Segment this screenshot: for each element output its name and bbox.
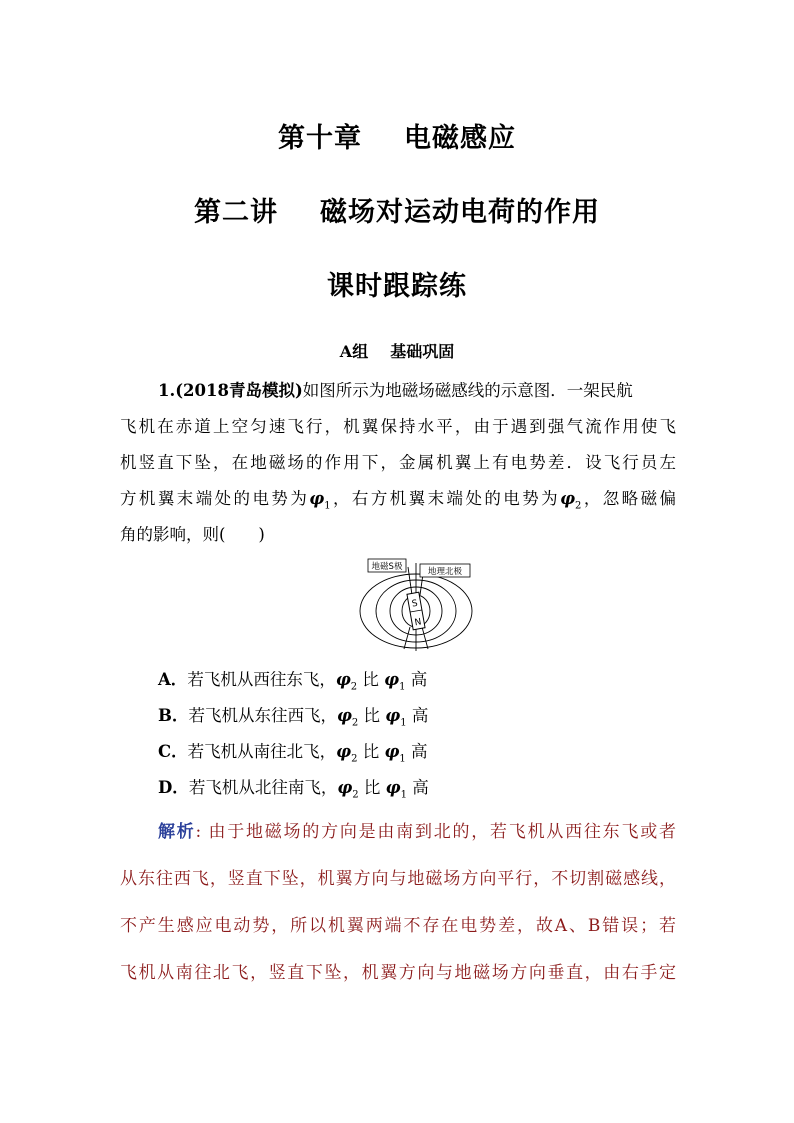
magnet-pole-n: N <box>413 617 423 629</box>
phi-symbol: φ <box>336 706 352 725</box>
option-end: 高 <box>411 742 428 761</box>
lecture-title: 磁场对运动电荷的作用 <box>320 197 600 228</box>
phi-symbol: φ <box>384 742 400 761</box>
phi-symbol: φ <box>384 670 400 689</box>
phi-subscript: 2 <box>351 717 359 729</box>
analysis-line-3: 不产生感应电动势，所以机翼两端不存在电势差，故A、B错误；若 <box>120 916 676 936</box>
phi-symbol: φ <box>385 706 401 725</box>
analysis-line-1 <box>158 817 676 842</box>
phi-subscript: 2 <box>351 753 358 765</box>
chapter-title: 电磁感应 <box>404 123 516 154</box>
phi-subscript: 1 <box>399 753 406 765</box>
label-geographic-north: 地理北极 <box>427 567 463 577</box>
question-text-4a: 方机翼末端处的电势为 <box>120 489 310 508</box>
analysis-label: 解析 <box>158 822 196 842</box>
option-a[interactable] <box>158 666 427 692</box>
phi-subscript: 1 <box>400 717 407 729</box>
question-line-2: 飞机在赤道上空匀速飞行，机翼保持水平，由于遇到强气流作用使飞 <box>120 417 676 436</box>
option-compare: 比 <box>362 670 379 689</box>
option-text: 若飞机从南往北飞， <box>187 742 337 761</box>
group-heading <box>0 339 794 362</box>
chapter-heading <box>0 116 794 155</box>
analysis-line-4: 飞机从南往北飞，竖直下坠，机翼方向与地磁场方向垂直，由右手定 <box>120 963 676 983</box>
question-line-5: 角的影响，则( ) <box>120 525 265 544</box>
phi-subscript: 2 <box>352 789 359 801</box>
group-title: 基础巩固 <box>390 342 455 361</box>
option-text: 若飞机从北往南飞， <box>188 778 338 797</box>
option-compare: 比 <box>363 778 381 797</box>
phi-symbol: φ <box>335 670 351 689</box>
option-compare: 比 <box>363 706 381 725</box>
geomagnetic-field-figure <box>352 553 480 653</box>
question-number: 1. <box>158 381 176 400</box>
question-line-1 <box>158 377 676 401</box>
option-letter: B． <box>158 706 189 725</box>
option-letter: C． <box>158 742 188 761</box>
label-geomagnetic-s: 地磁S极 <box>371 562 403 572</box>
phi-subscript: 1 <box>324 500 331 512</box>
lecture-heading <box>0 190 794 229</box>
option-d[interactable] <box>158 774 429 800</box>
option-c[interactable] <box>158 738 428 764</box>
magnet-pole-s: S <box>411 598 419 610</box>
option-letter: D． <box>158 778 189 797</box>
option-b[interactable] <box>158 702 428 728</box>
phi-subscript: 1 <box>399 681 406 693</box>
option-end: 高 <box>410 670 428 689</box>
phi-subscript: 2 <box>350 681 358 693</box>
phi-symbol: φ <box>336 742 352 761</box>
phi-symbol: φ <box>385 778 401 797</box>
phi-symbol: φ <box>309 489 325 508</box>
question-line-3: 机竖直下坠，在地磁场的作用下，金属机翼上有电势差．设飞行员左 <box>120 453 676 472</box>
page-subtitle: 课时跟踪练 <box>327 271 467 302</box>
question-text-4b: ，右方机翼末端处的电势为 <box>330 489 561 508</box>
phi-symbol: φ <box>337 778 353 797</box>
analysis-line-2: 从东往西飞，竖直下坠，机翼方向与地磁场方向平行，不切割磁感线， <box>120 869 676 889</box>
bar-magnet <box>407 592 425 630</box>
chapter-number: 第十章 <box>278 123 362 154</box>
group-label: A组 <box>339 342 369 361</box>
option-end: 高 <box>412 778 429 797</box>
lecture-number: 第二讲 <box>194 197 278 228</box>
question-text-4c: ，忽略磁偏 <box>581 489 677 508</box>
question-source: (2018青岛模拟) <box>175 381 303 400</box>
phi-subscript: 2 <box>575 500 582 512</box>
option-letter: A． <box>158 670 188 689</box>
option-compare: 比 <box>362 742 380 761</box>
analysis-text-1: : 由于地磁场的方向是由南到北的，若飞机从西往东飞或者 <box>195 822 676 842</box>
question-line-4 <box>120 485 676 511</box>
phi-subscript: 1 <box>400 789 407 801</box>
option-text: 若飞机从东往西飞， <box>188 706 337 725</box>
question-text-1: 如图所示为地磁场磁感线的示意图．一架民航 <box>302 381 633 400</box>
option-end: 高 <box>411 706 429 725</box>
phi-symbol: φ <box>560 489 576 508</box>
option-text: 若飞机从西往东飞， <box>187 670 336 689</box>
